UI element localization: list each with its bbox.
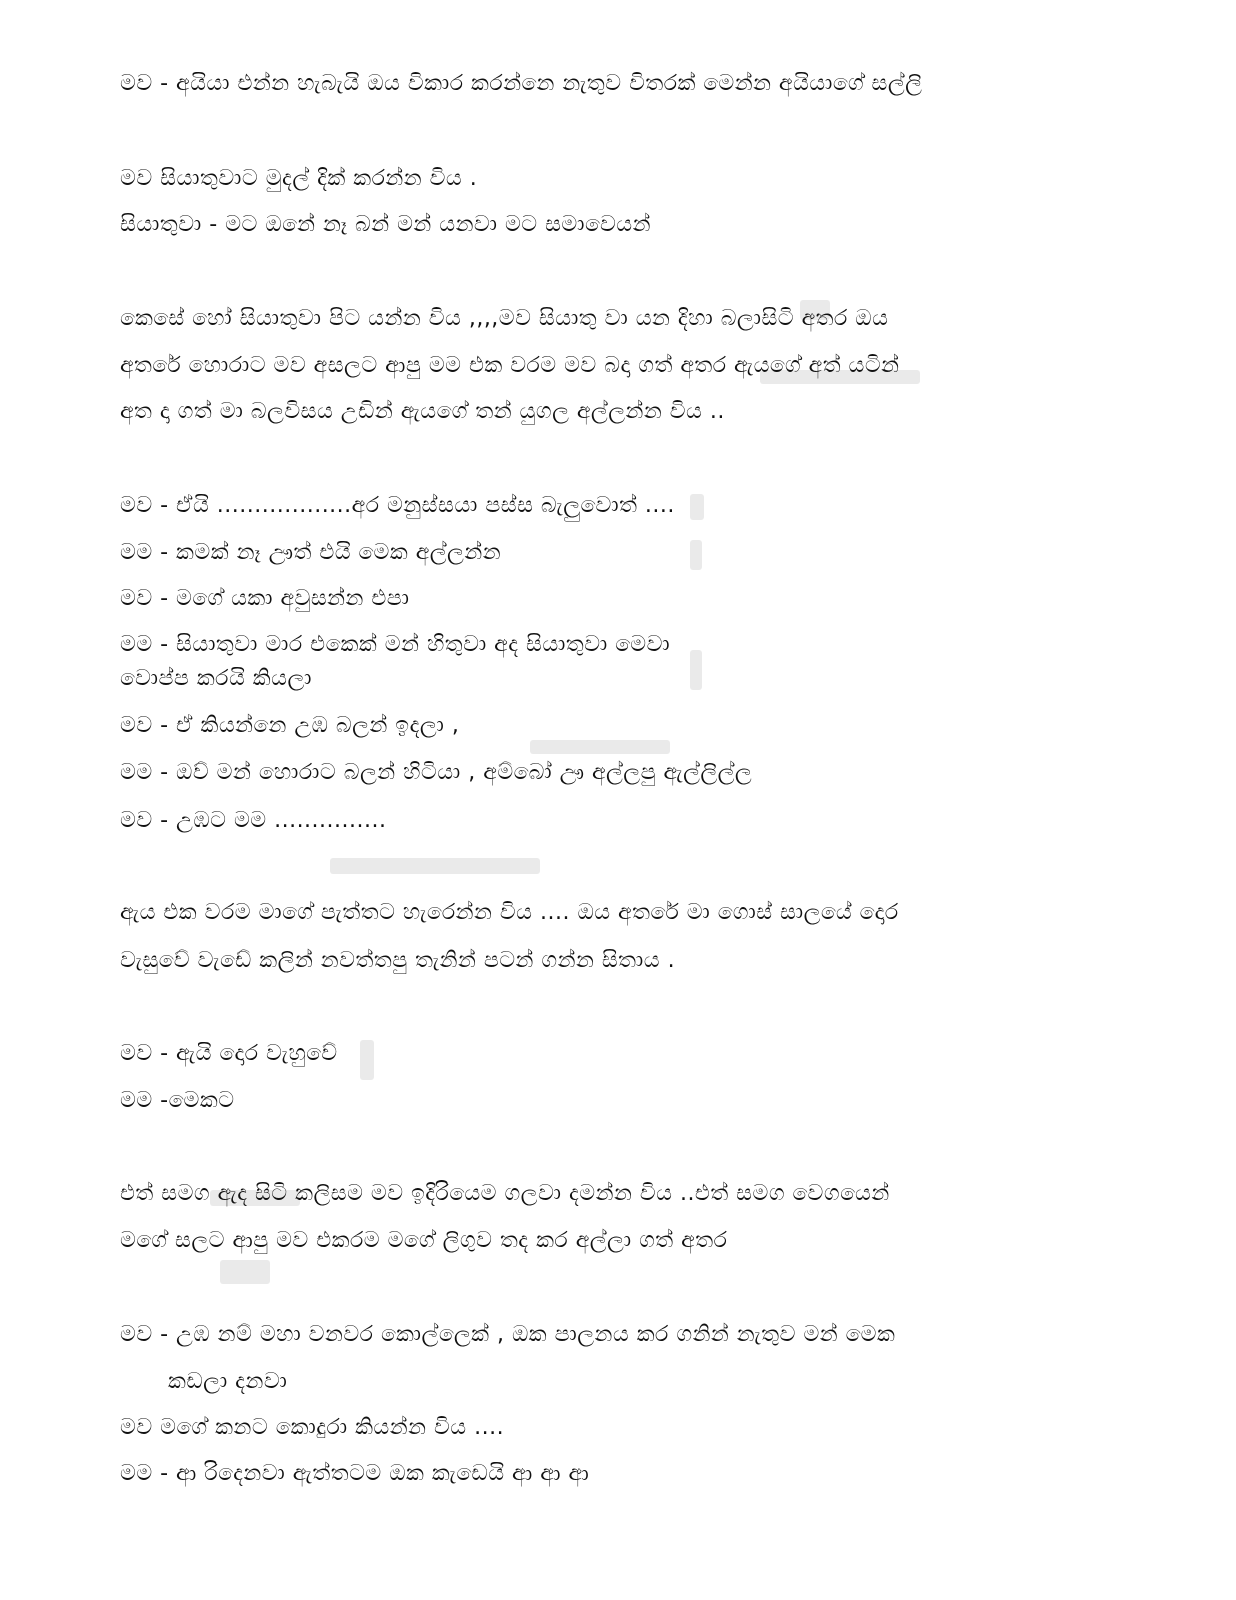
text-line: අත දා ගත් මා බලවිසය උඩින් ඇයගේ තන් යුගල අල්ලන්න විය .. xyxy=(120,399,725,424)
text-line: මව - උඹට මම ............... xyxy=(120,808,387,833)
text-line: මව - උඹ නම් මහා වනවර කොල්ලෙක් , ඔක පාලනය කර ගනින් නැතුව මන් මෙක xyxy=(120,1322,896,1347)
text-line: මම - ආ රිදෙනවා ඇත්තටම ඔක කැඩෙයි ආ ආ ආ xyxy=(120,1461,590,1486)
text-line: කඩලා දනවා xyxy=(168,1369,288,1394)
text-line: මම - කමක් නෑ ඌත් එයි මෙක අල්ලන්න xyxy=(120,540,502,565)
text-line: මව - අයියා එන්න හැබැයි ඔය විකාර කරන්නෙ නැතුව විතරක් මෙන්න අයියාගේ සල්ලි xyxy=(120,71,923,96)
text-line: වැසුවේ වැඩේ කලින් නවත්තපු තැනින් පටන් ගන්න සිතාය . xyxy=(120,948,676,973)
watermark-mark xyxy=(330,858,540,874)
text-line: මව - මගේ යකා අවුසන්න එපා xyxy=(120,586,410,611)
watermark-mark xyxy=(360,1040,374,1080)
text-line: එත් සමග ඇද සිටි කලිසම මව ඉදිරියෙම ගලවා දමන්න විය ..එත් සමග වෙගයෙන් xyxy=(120,1181,890,1206)
watermark-mark xyxy=(220,1260,270,1284)
text-line: මම - සියාතුවා මාර එකෙක් මන් හිතුවා අද සියාතුවා මෙවා xyxy=(120,632,671,657)
text-line: මව - ඒ කියන්නෙ උඹ බලන් ඉදලා , xyxy=(120,713,460,738)
text-line: මව මගේ කනට කොදුරා කියන්න විය .... xyxy=(120,1415,505,1440)
watermark-mark xyxy=(530,740,670,754)
text-line: මම - ඔව් මන් හොරාට බලන් හිටියා , අම්බෝ ඌ අල්ලපු ඇල්ලිල්ල xyxy=(120,760,753,785)
watermark-mark xyxy=(690,650,702,690)
text-line: මව - ඒයි ..................අර මනුස්සයා පස්ස බැලුවොත් .... xyxy=(120,493,675,518)
text-line: කෙසේ හෝ සියාතුවා පිට යන්න විය ,,,,මව සියාතු වා යන දිහා බලාසිටි අතර ඔය xyxy=(120,306,889,331)
text-line: වොප්ප කරයි කියලා xyxy=(120,666,312,691)
text-line: ඇය එක වරම මාගේ පැත්තට හැරෙන්න විය .... ඔය අතරේ මා ගොස් සාලයේ දොර xyxy=(120,900,899,925)
text-line: මගේ සලට ආපු මව එකරම මගේ ලිගුව තද කර අල්ලා ගත් අතර xyxy=(120,1228,728,1253)
text-line: මව - ඇයි දොර වැහුවේ xyxy=(120,1041,338,1066)
watermark-mark xyxy=(690,494,704,520)
text-line: මව සියාතුවාට මුදල් දික් කරන්න විය . xyxy=(120,166,478,191)
text-line: අතරේ හොරාට මව අසලට ආපු මම එක වරම මව බදා ගත් අතර ඇයගේ අත් යටින් xyxy=(120,353,900,378)
text-line: සියාතුවා - මට ඔනේ නෑ බන් මන් යනවා මට සමාවෙයන් xyxy=(120,212,651,237)
watermark-mark xyxy=(690,540,702,570)
text-line: මම -මෙකට xyxy=(120,1088,235,1113)
